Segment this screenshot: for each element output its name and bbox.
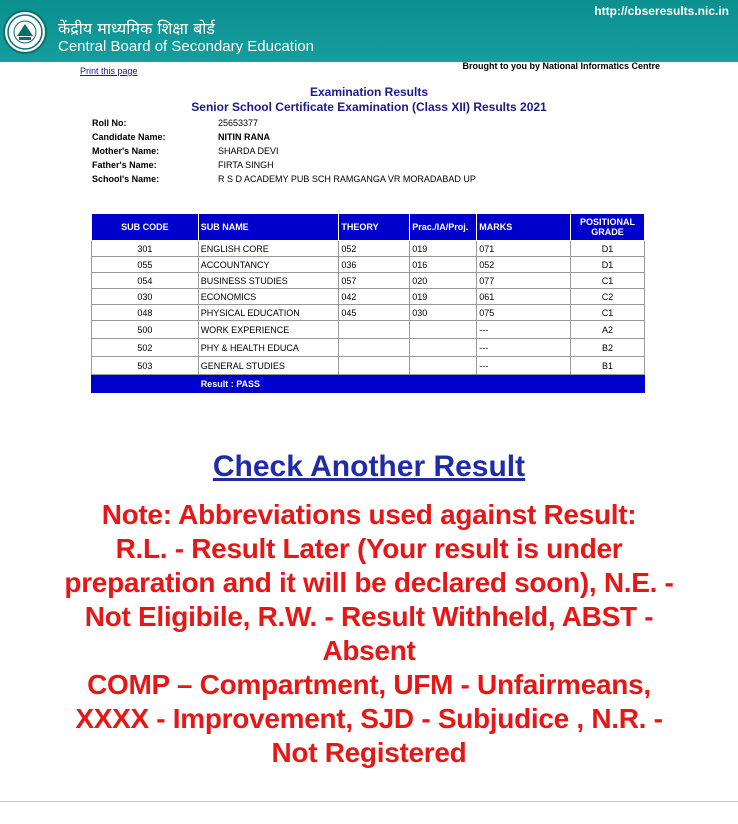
mother-name-label: Mother's Name: <box>92 146 160 156</box>
brought-by-text: Brought to you by National Informatics Centre <box>462 61 660 71</box>
sub-name: PHYSICAL EDUCATION <box>198 305 339 321</box>
header-positional-grade: POSITIONAL GRADE <box>571 214 645 241</box>
positional-grade: A2 <box>571 321 645 339</box>
total-marks: 075 <box>477 305 571 321</box>
father-name-row <box>92 158 476 172</box>
board-title-hindi: केंद्रीय माध्यमिक शिक्षा बोर्ड <box>58 19 215 38</box>
note-line: Note: Abbreviations used against Result: <box>101 499 637 530</box>
total-marks: 077 <box>477 273 571 289</box>
roll-value: 25653377 <box>218 118 259 128</box>
note-line: Absent <box>322 635 416 666</box>
sub-name: ACCOUNTANCY <box>198 257 339 273</box>
sub-name: PHY & HEALTH EDUCA <box>198 339 339 357</box>
positional-grade: B1 <box>571 357 645 375</box>
note-line: Not Eligibile, R.W. - Result Withheld, ABST - <box>84 601 654 632</box>
result-row <box>92 375 645 393</box>
sub-code: 301 <box>92 241 199 257</box>
candidate-details <box>92 116 476 186</box>
table-row <box>92 273 645 289</box>
result-status: Result : PASS <box>198 375 644 393</box>
theory-marks: 042 <box>339 289 410 305</box>
marks-header-row <box>92 214 645 241</box>
table-row <box>92 257 645 273</box>
total-marks: --- <box>477 357 571 375</box>
sub-code: 502 <box>92 339 199 357</box>
candidate-name-value: NITIN RANA <box>218 132 270 142</box>
total-marks: 052 <box>477 257 571 273</box>
table-row <box>92 339 645 357</box>
candidate-name-label: Candidate Name: <box>92 132 166 142</box>
theory-marks <box>339 339 410 357</box>
sub-code: 500 <box>92 321 199 339</box>
total-marks: 071 <box>477 241 571 257</box>
exam-heading: Examination Results <box>309 85 429 99</box>
positional-grade: C1 <box>571 273 645 289</box>
sub-code: 503 <box>92 357 199 375</box>
sub-code: 048 <box>92 305 199 321</box>
school-name-label: School's Name: <box>92 174 160 184</box>
practical-marks: 030 <box>410 305 477 321</box>
abbreviations-note <box>0 498 738 770</box>
note-line: preparation and it will be declared soon), N.E. - <box>64 567 674 598</box>
father-name-label: Father's Name: <box>92 160 157 170</box>
sub-code: 054 <box>92 273 199 289</box>
check-another-result-link[interactable]: Check Another Result <box>212 450 526 483</box>
positional-grade: B2 <box>571 339 645 357</box>
board-title-english: Central Board of Secondary Education <box>58 38 314 55</box>
practical-marks <box>410 321 477 339</box>
header-sub-name: SUB NAME <box>198 214 339 241</box>
site-url: http://cbseresults.nic.in <box>594 4 729 18</box>
cbse-logo <box>3 10 47 54</box>
positional-grade: C1 <box>571 305 645 321</box>
school-name-value: R S D ACADEMY PUB SCH RAMGANGA VR MORADABAD UP <box>218 174 476 184</box>
marks-table <box>91 213 645 393</box>
father-name-value: FIRTA SINGH <box>218 160 274 170</box>
note-line: COMP – Compartment, UFM - Unfairmeans, <box>87 669 651 700</box>
header-practical: Prac./IA/Proj. <box>410 214 477 241</box>
note-line: R.L. - Result Later (Your result is under <box>115 533 623 564</box>
total-marks: --- <box>477 339 571 357</box>
bottom-divider <box>0 801 738 802</box>
theory-marks <box>339 321 410 339</box>
practical-marks: 020 <box>410 273 477 289</box>
roll-row <box>92 116 476 130</box>
sub-name: GENERAL STUDIES <box>198 357 339 375</box>
theory-marks <box>339 357 410 375</box>
practical-marks <box>410 339 477 357</box>
sub-name: BUSINESS STUDIES <box>198 273 339 289</box>
note-line: XXXX - Improvement, SJD - Subjudice , N.R. - <box>75 703 663 734</box>
note-line: Not Registered <box>271 737 467 768</box>
table-row <box>92 357 645 375</box>
roll-label: Roll No: <box>92 118 127 128</box>
practical-marks: 016 <box>410 257 477 273</box>
table-row <box>92 321 645 339</box>
positional-grade: D1 <box>571 257 645 273</box>
print-page-link[interactable]: Print this page <box>80 66 138 76</box>
practical-marks: 019 <box>410 289 477 305</box>
mother-name-value: SHARDA DEVI <box>218 146 279 156</box>
result-spacer <box>92 375 199 393</box>
sub-code: 030 <box>92 289 199 305</box>
theory-marks: 036 <box>339 257 410 273</box>
table-row <box>92 289 645 305</box>
positional-grade: C2 <box>571 289 645 305</box>
sub-name: ENGLISH CORE <box>198 241 339 257</box>
header-sub-code: SUB CODE <box>92 214 199 241</box>
theory-marks: 052 <box>339 241 410 257</box>
sub-code: 055 <box>92 257 199 273</box>
theory-marks: 045 <box>339 305 410 321</box>
site-header <box>0 0 738 62</box>
practical-marks <box>410 357 477 375</box>
theory-marks: 057 <box>339 273 410 289</box>
sub-name: WORK EXPERIENCE <box>198 321 339 339</box>
positional-grade: D1 <box>571 241 645 257</box>
total-marks: --- <box>477 321 571 339</box>
table-row <box>92 305 645 321</box>
sub-name: ECONOMICS <box>198 289 339 305</box>
mother-name-row <box>92 144 476 158</box>
header-theory: THEORY <box>339 214 410 241</box>
candidate-name-row <box>92 130 476 144</box>
table-row <box>92 241 645 257</box>
total-marks: 061 <box>477 289 571 305</box>
school-name-row <box>92 172 476 186</box>
practical-marks: 019 <box>410 241 477 257</box>
exam-subheading: Senior School Certificate Examination (Class XII) Results 2021 <box>191 100 547 114</box>
header-marks: MARKS <box>477 214 571 241</box>
